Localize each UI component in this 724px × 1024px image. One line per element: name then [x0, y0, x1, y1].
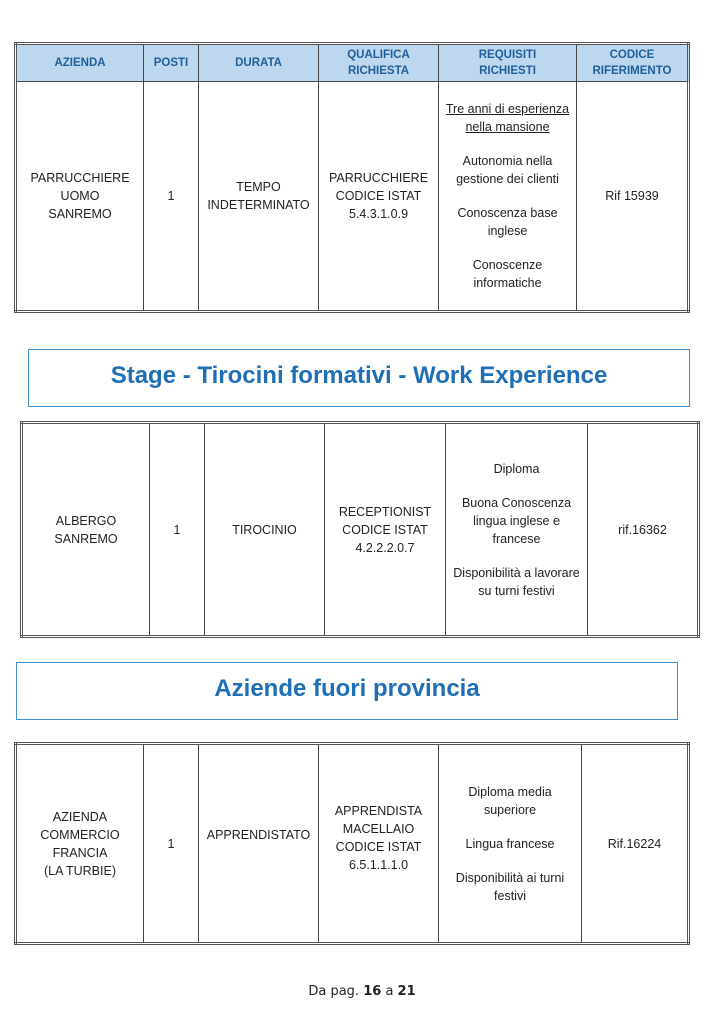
cell-qualifica: PARRUCCHIERE CODICE ISTAT 5.4.3.1.0.9 [319, 82, 439, 312]
table-row [16, 82, 689, 312]
header-requisiti: REQUISITI RICHIESTI [439, 44, 577, 82]
table-row [22, 423, 699, 637]
cell-codice: Rif 15939 [577, 82, 689, 312]
cell-posti: 1 [144, 82, 199, 312]
cell-qualifica: APPRENDISTA MACELLAIO CODICE ISTAT 6.5.1.1.1.0 [319, 744, 439, 944]
job-table-stage [20, 421, 700, 638]
cell-durata: APPRENDISTATO [199, 744, 319, 944]
header-azienda: AZIENDA [16, 44, 144, 82]
cell-azienda: PARRUCCHIERE UOMO SANREMO [16, 82, 144, 312]
page-from: 16 [363, 984, 382, 999]
cell-azienda: AZIENDA COMMERCIO FRANCIA (LA TURBIE) [16, 744, 144, 944]
cell-durata: TIROCINIO [205, 423, 325, 637]
cell-azienda: ALBERGO SANREMO [22, 423, 150, 637]
header-qualifica: QUALIFICA RICHIESTA [319, 44, 439, 82]
section-title-fuori-provincia: Aziende fuori provincia [16, 662, 678, 720]
cell-durata: TEMPO INDETERMINATO [199, 82, 319, 312]
cell-requisiti: Tre anni di esperienza nella mansione Autonomia nella gestione dei clienti Conoscenza base inglese Conoscenze informatiche [439, 82, 577, 312]
cell-requisiti: Diploma media superiore Lingua francese Disponibilità ai turni festivi [439, 744, 582, 944]
cell-requisiti: Diploma Buona Conoscenza lingua inglese e francese Disponibilità a lavorare su turni festivi [446, 423, 588, 637]
page-footer: Da pag. 16 a 21 [308, 984, 416, 999]
table-row [16, 744, 689, 944]
cell-qualifica: RECEPTIONIST CODICE ISTAT 4.2.2.2.0.7 [325, 423, 446, 637]
section-title-stage: Stage - Tirocini formativi - Work Experience [28, 349, 690, 407]
header-durata: DURATA [199, 44, 319, 82]
cell-posti: 1 [144, 744, 199, 944]
page-to: 21 [397, 984, 416, 999]
table-header-row [16, 44, 689, 82]
cell-posti: 1 [150, 423, 205, 637]
job-table-main [14, 42, 690, 313]
cell-codice: Rif.16224 [582, 744, 689, 944]
cell-codice: rif.16362 [588, 423, 699, 637]
header-posti: POSTI [144, 44, 199, 82]
job-table-fuori-provincia [14, 742, 690, 945]
header-codice: CODICE RIFERIMENTO [577, 44, 689, 82]
